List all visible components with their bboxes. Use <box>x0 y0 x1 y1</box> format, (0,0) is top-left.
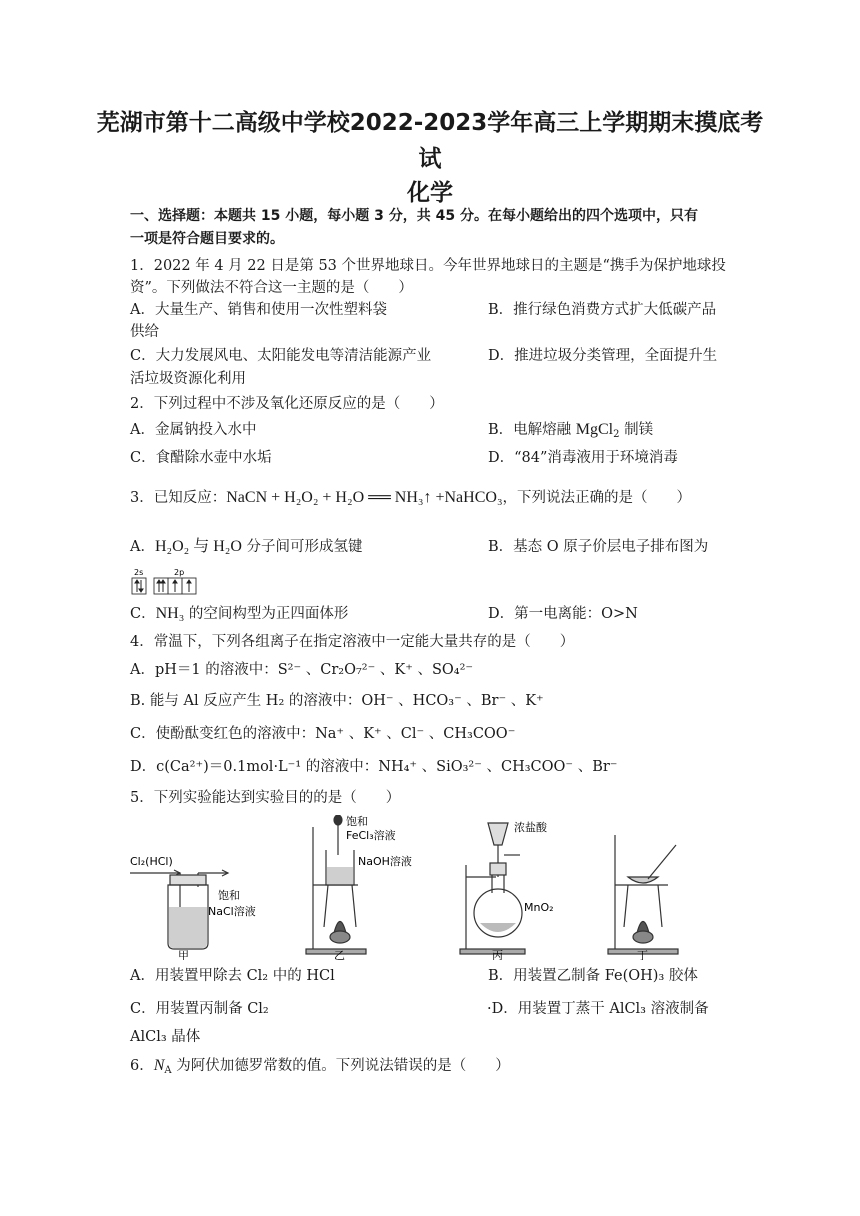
q1-stem: 1．2022 年 4 月 22 日是第 53 个世界地球日。今年世界地球日的主题是“携手为保护地球投 <box>130 258 726 274</box>
q4-option-c: C．使酚酞变红色的溶液中：Na⁺ 、K⁺ 、Cl⁻ 、CH₃COO⁻ <box>130 726 516 742</box>
label-jia: 甲 <box>178 949 189 960</box>
subject-title: 化学 <box>407 180 453 206</box>
q3-option-d: D．第一电离能：O>N <box>488 606 638 622</box>
mgcl2-formula: MgCl <box>575 421 614 438</box>
label-ding: 丁 <box>637 949 648 960</box>
apparatus-bing <box>460 823 525 954</box>
orbital-diagram-svg <box>130 568 220 596</box>
label-nacl-1: 饱和 <box>218 889 240 902</box>
label-mno2: MnO₂ <box>524 901 554 914</box>
q3-option-b: B．基态 O 原子价层电子排布图为 <box>488 539 709 555</box>
q6-stem-text: 为阿伏加德罗常数的值。下列说法错误的是（ ） <box>171 1058 510 1074</box>
q1-stem-cont: 资”。下列做法不符合这一主题的是（ ） <box>130 280 413 296</box>
label-fecl3-1: 饱和 <box>346 815 368 828</box>
mgcl2-subscript: 2 <box>613 429 620 440</box>
q5-option-c: C．用装置丙制备 Cl₂ <box>130 1001 269 1017</box>
q2-option-b-text: B．电解熔融 <box>488 422 576 438</box>
orbital-box-2p-1 <box>154 578 168 594</box>
q6-stem <box>130 1056 510 1081</box>
q3-option-a-text: 分子间可形成氢键 <box>241 539 363 555</box>
q3-stem-text: 3．已知反应： <box>130 490 227 506</box>
label-fecl3-2: FeCl₃溶液 <box>346 829 396 842</box>
q1-option-c: C．大力发展风电、太阳能发电等清洁能源产业 <box>130 348 432 364</box>
q4-option-a: A．pH＝1 的溶液中：S²⁻ 、Cr₂O₇²⁻ 、K⁺ 、SO₄²⁻ <box>130 662 474 678</box>
q3-option-c-label: C． <box>130 606 156 622</box>
q5-option-d: ·D．用装置丁蒸干 AlCl₃ 溶液制备 <box>487 1001 709 1017</box>
orbital-diagram <box>130 568 220 596</box>
q2-option-b-tail: 制镁 <box>619 422 654 438</box>
q3-option-a <box>130 537 363 557</box>
q2-stem: 2．下列过程中不涉及氧化还原反应的是（ ） <box>130 396 444 412</box>
orbital-2p-label: 2p <box>174 568 185 577</box>
electron-arrows <box>135 580 191 592</box>
avogadro-subscript: A <box>164 1065 172 1076</box>
q3-option-c <box>130 604 348 624</box>
section-heading: 一、选择题：本题共 15 小题，每小题 3 分，共 45 分。在每小题给出的四个选项中，只有 <box>130 208 698 224</box>
q1-option-d-cont: 活垃圾资源化利用 <box>130 371 246 387</box>
label-yi: 乙 <box>334 949 345 960</box>
apparatus-svg <box>128 815 688 960</box>
q2-option-c: C．食醋除水壶中水垢 <box>130 450 272 466</box>
q6-number: 6． <box>130 1058 154 1074</box>
section-heading-cont: 一项是符合题目要求的。 <box>130 231 284 247</box>
orbital-2s-label: 2s <box>134 568 144 577</box>
label-nacl-2: NaCl溶液 <box>208 905 256 918</box>
label-hcl: 浓盐酸 <box>514 821 547 834</box>
q3-option-a-formula: H₂O₂ 与 H₂O <box>154 538 242 555</box>
label-bing: 丙 <box>492 949 503 960</box>
q2-option-a: A．金属钠投入水中 <box>130 422 257 438</box>
label-naoh: NaOH溶液 <box>358 855 412 868</box>
apparatus-figure <box>128 815 688 960</box>
q4-option-b: B. 能与 Al 反应产生 H₂ 的溶液中：OH⁻ 、HCO₃⁻ 、Br⁻ 、K⁺ <box>130 693 544 709</box>
q1-option-a: A．大量生产、销售和使用一次性塑料袋 <box>130 302 387 318</box>
q3-stem-tail: ，下列说法正确的是（ ） <box>502 490 692 506</box>
apparatus-ding <box>608 835 678 954</box>
page-title: 芜湖市第十二高级中学校2022-2023学年高三上学期期末摸底考 <box>96 110 764 136</box>
orbital-box-2s <box>132 578 146 594</box>
q4-option-d: D．c(Ca²⁺)＝0.1mol·L⁻¹ 的溶液中：NH₄⁺ 、SiO₃²⁻ 、CH₃COO⁻ 、Br⁻ <box>130 759 618 775</box>
q5-stem: 5．下列实验能达到实验目的的是（ ） <box>130 790 401 806</box>
q3-option-c-text: 的空间构型为正四面体形 <box>184 606 349 622</box>
q3-reaction: NaCN + H₂O₂ + H₂O ══ NH₃↑ +NaHCO₃ <box>226 489 503 506</box>
q3-option-a-label: A． <box>130 539 155 555</box>
label-cl2-hcl: Cl₂(HCl) <box>130 855 173 868</box>
q5-option-a: A．用装置甲除去 Cl₂ 中的 HCl <box>130 968 335 984</box>
q5-option-b: B．用装置乙制备 Fe(OH)₃ 胶体 <box>488 968 698 984</box>
q3-stem <box>130 488 691 508</box>
q1-option-b-cont: 供给 <box>130 324 159 340</box>
q2-option-b <box>488 420 653 445</box>
q2-option-d: D．“84”消毒液用于环境消毒 <box>488 450 678 466</box>
page-title-cont: 试 <box>418 146 442 172</box>
avogadro-symbol: N <box>153 1057 165 1074</box>
nh3-formula: NH₃ <box>155 605 185 622</box>
q1-option-b: B．推行绿色消费方式扩大低碳产品 <box>488 302 717 318</box>
q5-option-d-cont: AlCl₃ 晶体 <box>130 1029 201 1045</box>
q4-stem: 4．常温下，下列各组离子在指定溶液中一定能大量共存的是（ ） <box>130 634 575 650</box>
q1-option-d: D．推进垃圾分类管理，全面提升生 <box>488 348 718 364</box>
